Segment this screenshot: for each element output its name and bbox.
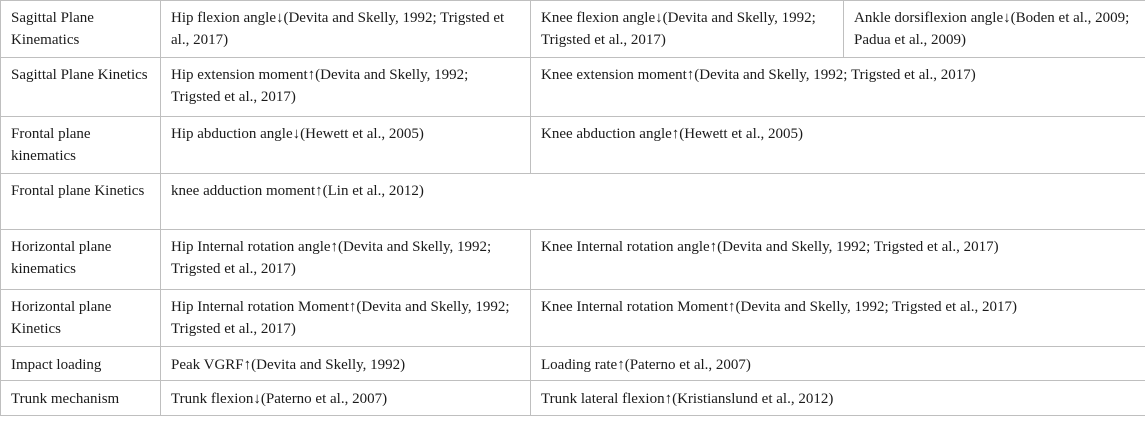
category-cell: Frontal plane Kinetics [1, 174, 161, 230]
hip-cell: Hip Internal rotation angle↑(Devita and Skelly, 1992; Trigsted et al., 2017) [161, 230, 531, 290]
table-row [1, 117, 1145, 174]
knee-cell: Trunk lateral flexion↑(Kristianslund et al., 2012) [531, 381, 1145, 416]
table-row [1, 381, 1145, 416]
knee-cell: Knee abduction angle↑(Hewett et al., 2005) [531, 117, 1145, 174]
table-row [1, 174, 1145, 230]
knee-cell: Knee flexion angle↓(Devita and Skelly, 1992; Trigsted et al., 2017) [531, 1, 844, 58]
category-cell: Trunk mechanism [1, 381, 161, 416]
hip-cell: Hip abduction angle↓(Hewett et al., 2005) [161, 117, 531, 174]
table-row [1, 1, 1145, 58]
category-cell: Impact loading [1, 347, 161, 381]
hip-cell: Peak VGRF↑(Devita and Skelly, 1992) [161, 347, 531, 381]
hip-cell: Hip flexion angle↓(Devita and Skelly, 1992; Trigsted et al., 2017) [161, 1, 531, 58]
ankle-cell: Ankle dorsiflexion angle↓(Boden et al., 2009; Padua et al., 2009) [844, 1, 1145, 58]
knee-cell: Knee Internal rotation Moment↑(Devita and Skelly, 1992; Trigsted et al., 2017) [531, 290, 1145, 347]
category-cell: Horizontal plane kinematics [1, 230, 161, 290]
merged-cell: knee adduction moment↑(Lin et al., 2012) [161, 174, 1145, 230]
hip-cell: Hip extension moment↑(Devita and Skelly, 1992; Trigsted et al., 2017) [161, 58, 531, 117]
category-cell: Horizontal plane Kinetics [1, 290, 161, 347]
knee-cell: Knee extension moment↑(Devita and Skelly, 1992; Trigsted et al., 2017) [531, 58, 1145, 117]
category-cell: Frontal plane kinematics [1, 117, 161, 174]
knee-cell: Knee Internal rotation angle↑(Devita and Skelly, 1992; Trigsted et al., 2017) [531, 230, 1145, 290]
table-row [1, 290, 1145, 347]
knee-cell: Loading rate↑(Paterno et al., 2007) [531, 347, 1145, 381]
hip-cell: Trunk flexion↓(Paterno et al., 2007) [161, 381, 531, 416]
category-cell: Sagittal Plane Kinematics [1, 1, 161, 58]
table-row [1, 230, 1145, 290]
table-row [1, 347, 1145, 381]
hip-cell: Hip Internal rotation Moment↑(Devita and Skelly, 1992; Trigsted et al., 2017) [161, 290, 531, 347]
table-row [1, 58, 1145, 117]
category-cell: Sagittal Plane Kinetics [1, 58, 161, 117]
